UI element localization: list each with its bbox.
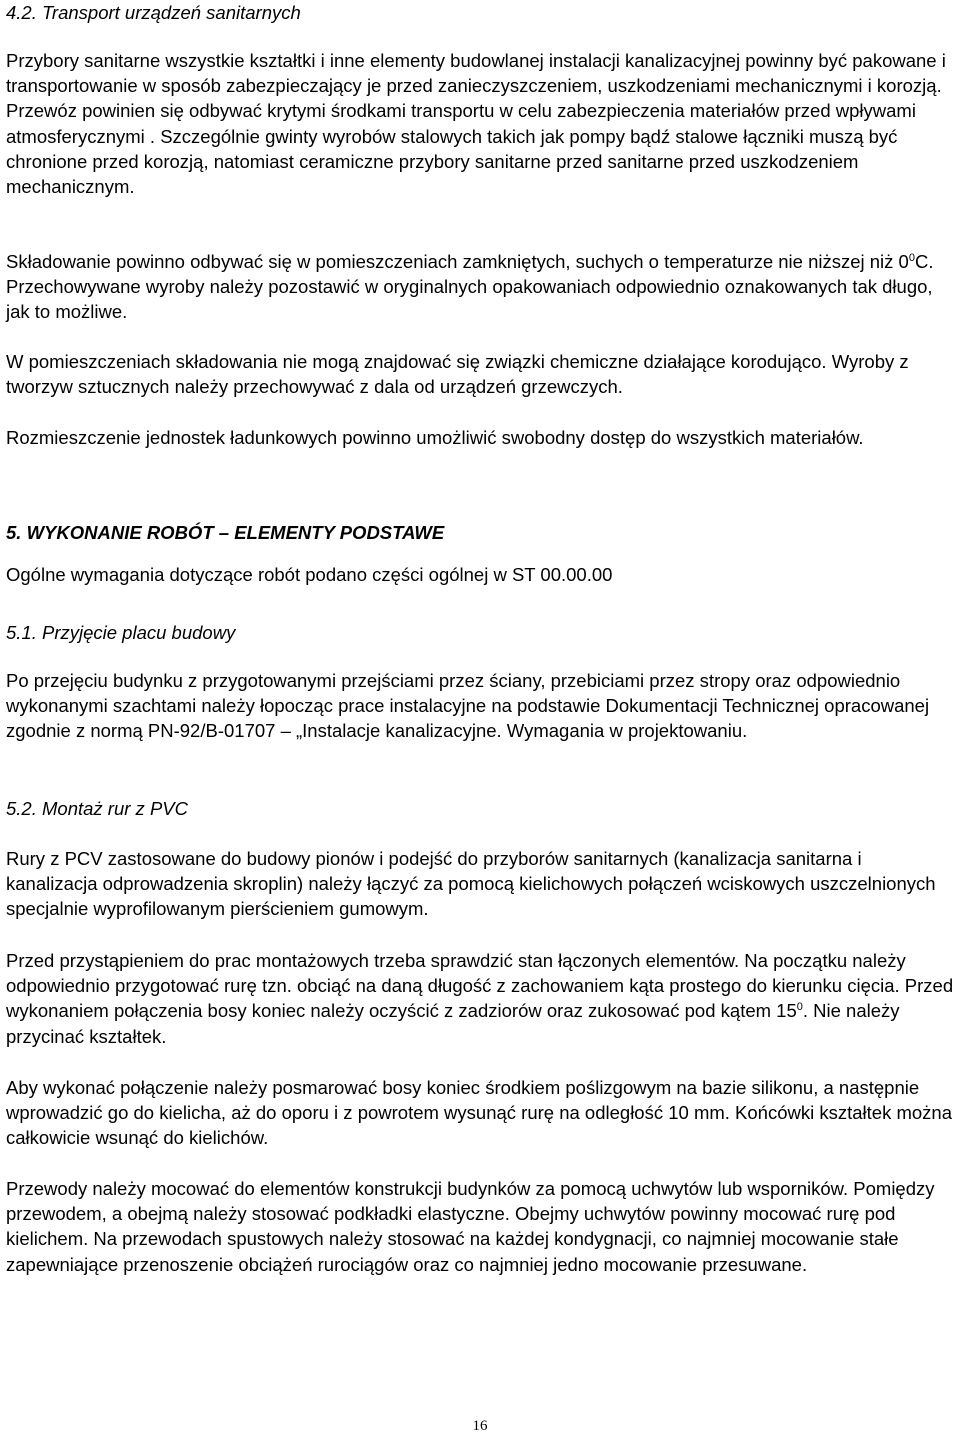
section-4-2-heading: 4.2. Transport urządzeń sanitarnych bbox=[6, 2, 301, 23]
storage-paragraph bbox=[6, 249, 954, 325]
general-requirements-paragraph: Ogólne wymagania dotyczące robót podano części ogólnej w ST 00.00.00 bbox=[6, 564, 613, 585]
storage-text-end: C. Przechowywane wyroby należy pozostawić w oryginalnych opakowaniach odpowiednio oznakowanych tak długo, jak to możliwe. bbox=[6, 251, 934, 323]
transport-paragraph: Przybory sanitarne wszystkie kształtki i inne elementy budowlanej instalacji kanalizacyjnej powinny być pakowane i transportowanie w sposób zabezpieczający je przed zanieczyszczeniem, uszkodzeniami mechanicznymi i korozją. Przewóz powinien się odbywać krytymi środkami transportu w celu zabezpieczenia materiałów przed wpływami atmosferycznymi . Szczególnie gwinty wyrobów stalowych takich jak pompy bądź stalowe łączniki muszą być chronione przed korozją, natomiast ceramiczne przybory sanitarne przed sanitarne przed uszkodzeniem mechanicznym. bbox=[6, 50, 946, 198]
section-5-2-heading: 5.2. Montaż rur z PVC bbox=[6, 798, 188, 819]
assembly-text-start: Przed przystąpieniem do prac montażowych trzeba sprawdzić stan łączonych elementów. Na początku należy odpowiednio przygotować rurę tzn. obciąć na daną długość z zachowaniem kąta prostego do kierunku cięcia. Przed wykonaniem połączenia bosy koniec należy oczyścić z zadziorów oraz zukosować pod kątem 15 bbox=[6, 950, 954, 1022]
page-number: 16 bbox=[472, 1418, 488, 1434]
assembly-text-end: . Nie należy przycinać kształtek. bbox=[6, 1000, 900, 1047]
section-5-heading: 5. WYKONANIE ROBÓT – ELEMENTY PODSTAWE bbox=[6, 522, 445, 543]
degree-superscript: 0 bbox=[908, 251, 915, 264]
site-handover-paragraph: Po przejęciu budynku z przygotowanymi przejściami przez ściany, przebiciami przez stropy oraz odpowiednio wykonanymi szachtami należy łopocząc prace instalacyjne na podstawie Dokumentacji Technicznej opracowanej zgodnie z normą PN-92/B-01707 – „Instalacje kanalizacyjne. Wymagania w projektowaniu. bbox=[6, 670, 930, 742]
storage-text-start: Składowanie powinno odbywać się w pomieszczeniach zamkniętych, suchych o temperaturze nie niższej niż 0 bbox=[6, 251, 909, 272]
section-5-1-heading: 5.1. Przyjęcie placu budowy bbox=[6, 622, 236, 643]
storage-chemicals-paragraph: W pomieszczeniach składowania nie mogą znajdować się związki chemiczne działające korodująco. Wyroby z tworzyw sztucznych należy przechowywać z dala od urządzeń grzewczych. bbox=[6, 351, 909, 398]
pvc-pipes-paragraph: Rury z PCV zastosowane do budowy pionów i podejść do przyborów sanitarnych (kanalizacja sanitarna i kanalizacja odprowadzenia skroplin) należy łączyć za pomocą kielichowych połączeń wciskowych uszczelnionych specjalnie wyprofilowanym pierścieniem gumowym. bbox=[6, 848, 936, 920]
load-units-paragraph: Rozmieszczenie jednostek ładunkowych powinno umożliwić swobodny dostęp do wszystkich materiałów. bbox=[6, 427, 864, 448]
assembly-preparation-paragraph bbox=[6, 948, 954, 1049]
joining-paragraph: Aby wykonać połączenie należy posmarować bosy koniec środkiem poślizgowym na bazie silikonu, a następnie wprowadzić go do kielicha, aż do oporu i z powrotem wysunąć rurę na odległość 10 mm. Końcówki kształtek można całkowicie wsunąć do kielichów. bbox=[6, 1077, 953, 1149]
angle-degree-superscript: 0 bbox=[796, 1001, 803, 1014]
fixing-paragraph: Przewody należy mocować do elementów konstrukcji budynków za pomocą uchwytów lub wsporników. Pomiędzy przewodem, a obejmą należy stosować podkładki elastyczne. Obejmy uchwytów powinny mocować rurę pod kielichem. Na przewodach spustowych należy stosować na każdej kondygnacji, co najmniej mocowanie stałe zapewniające przenoszenie obciążeń rurociągów oraz co najmniej jedno mocowanie przesuwane. bbox=[6, 1178, 935, 1275]
